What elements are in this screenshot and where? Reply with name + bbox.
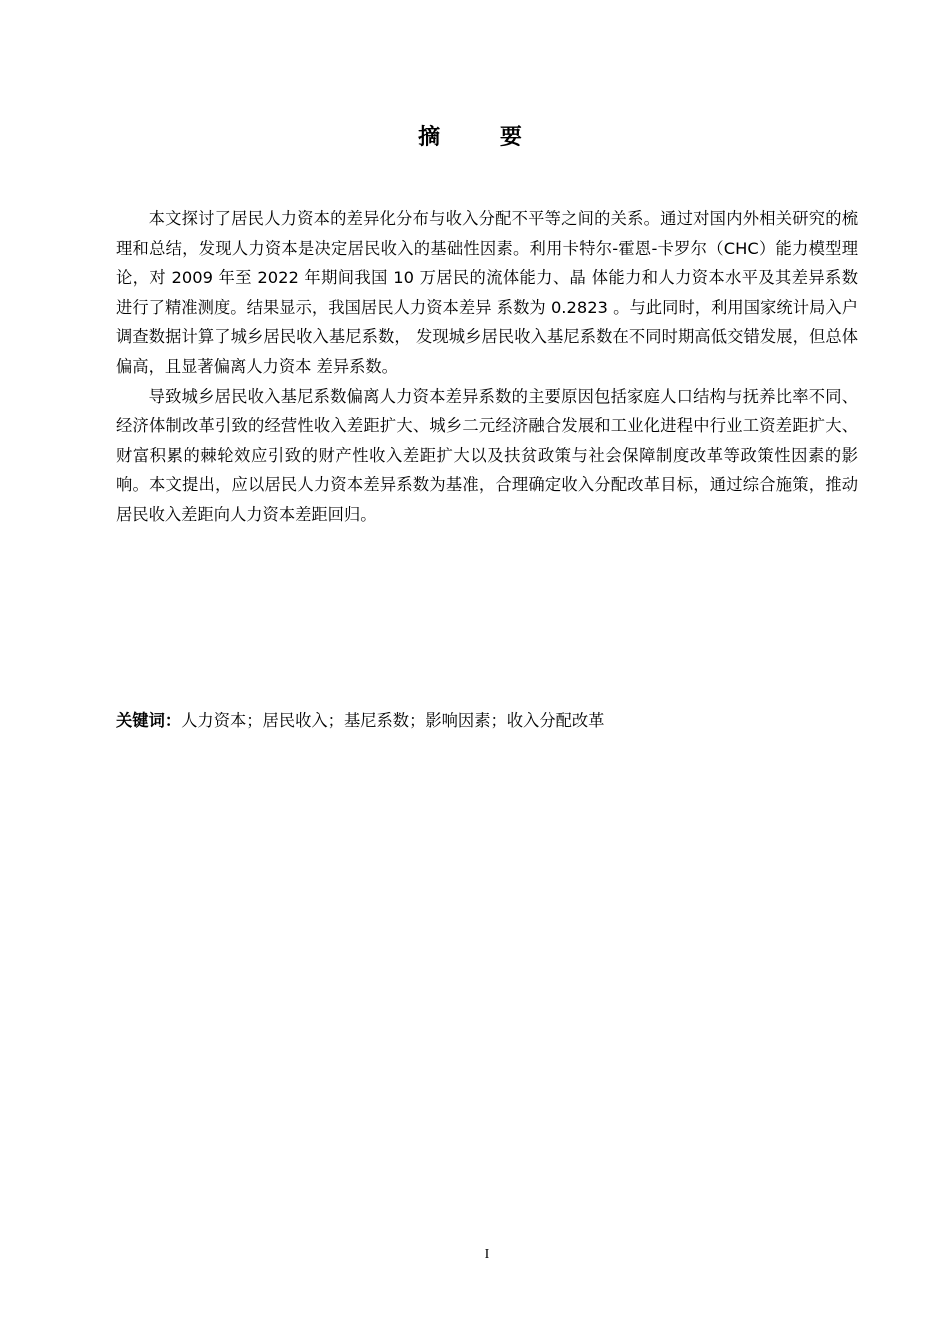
keywords-line [116,707,858,735]
keywords-text: 人力资本；居民收入；基尼系数；影响因素；收入分配改革 [181,711,605,730]
abstract-title: 摘 要 [418,125,548,150]
abstract-body [116,204,858,530]
abstract-paragraph-2: 导致城乡居民收入基尼系数偏离人力资本差异系数的主要原因包括家庭人口结构与抚养比率不同、经济体制改革引致的经营性收入差距扩大、城乡二元经济融合发展和工业化进程中行业工资差距扩大、财富积累的棘轮效应引致的财产性收入差距扩大以及扶贫政策与社会保障制度改革等政策性因素的影响。本文提出，应以居民人力资本差异系数为基准，合理确定收入分配改革目标，通过综合施策，推动居民收入差距向人力资本差距回归。 [116,386,858,524]
keywords-label: 关键词： [116,711,182,730]
page-number: I [484,1247,490,1262]
abstract-paragraph-1: 本文探讨了居民人力资本的差异化分布与收入分配不平等之间的关系。通过对国内外相关研究的梳理和总结，发现人力资本是决定居民收入的基础性因素。利用卡特尔-霍恩-卡罗尔（CHC）能力模型理论，对 2009 年至 2022 年期间我国 10 万居民的流体能力、晶 体能力和人力资本水平及其差异系数进行了精准测度。结果显示，我国居民人力资本差异 系数为 0.2823 。与此同时，利用国家统计局入户调查数据计算了城乡居民收入基尼系数， 发现城乡居民收入基尼系数在不同时期高低交错发展，但总体偏高，且显著偏离人力资本 差异系数。 [116,209,858,376]
